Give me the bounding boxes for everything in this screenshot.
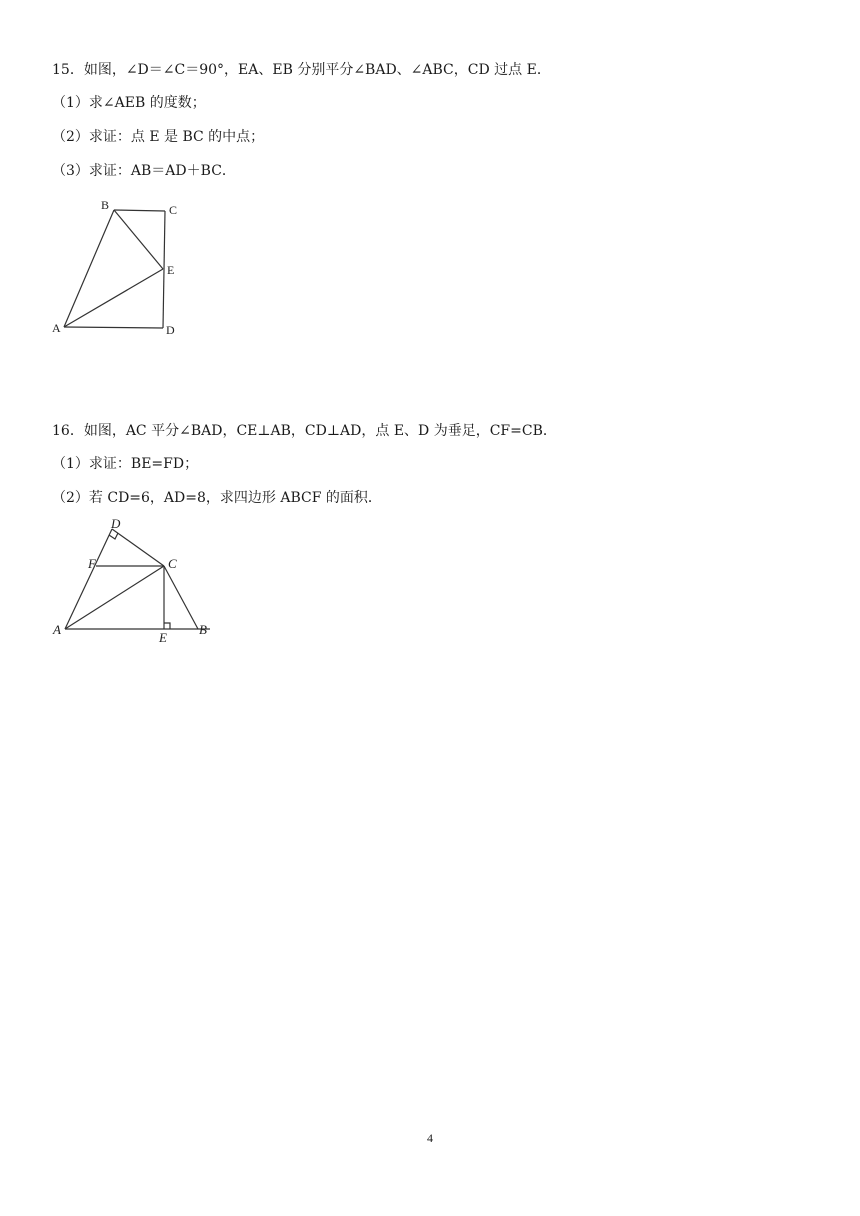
- q15-segment-cd: [163, 211, 165, 328]
- q15-label-b: B: [101, 198, 110, 212]
- q16-segment-cb: [164, 566, 198, 629]
- q15-segment-da: [64, 327, 163, 328]
- q15-part-2: （2）求证：点 E 是 BC 的中点；: [52, 129, 265, 145]
- q16-segment-dc: [112, 529, 164, 566]
- q16-label-b: B: [199, 622, 207, 637]
- q15-segment-ea: [64, 269, 163, 327]
- q15-segment-ab: [64, 210, 114, 327]
- q16-label-e: E: [159, 630, 167, 645]
- q15-label-e: E: [167, 263, 175, 277]
- q16-part-1: （1）求证：BE=FD；: [52, 456, 199, 472]
- q15-segment-eb: [114, 210, 163, 269]
- q15-part-3: （3）求证：AB＝AD＋BC．: [52, 163, 236, 179]
- q16-label-d: D: [111, 516, 121, 531]
- q16-stem: 16．如图，AC 平分∠BAD，CE⊥AB，CD⊥AD，点 E、D 为垂足，CF=CB．: [52, 423, 557, 439]
- q15-label-c: C: [169, 203, 178, 217]
- q15-label-a: A: [52, 321, 61, 335]
- q15-segment-bc: [114, 210, 165, 211]
- q16-right-angle-e: [164, 623, 170, 629]
- q16-label-c: C: [168, 556, 177, 571]
- q16-figure: [48, 516, 218, 646]
- q16-part-2: （2）若 CD=6，AD=8，求四边形 ABCF 的面积．: [52, 490, 382, 506]
- q15-part-1: （1）求∠AEB 的度数；: [52, 95, 206, 111]
- q15-stem: 15．如图，∠D＝∠C＝90°，EA、EB 分别平分∠BAD、∠ABC，CD 过点 E．: [52, 62, 551, 78]
- q16-label-f: F: [88, 556, 96, 571]
- q16-label-a: A: [53, 622, 61, 637]
- q15-label-d: D: [166, 323, 175, 337]
- q15-figure: [48, 196, 188, 338]
- page-number: 4: [427, 1131, 433, 1145]
